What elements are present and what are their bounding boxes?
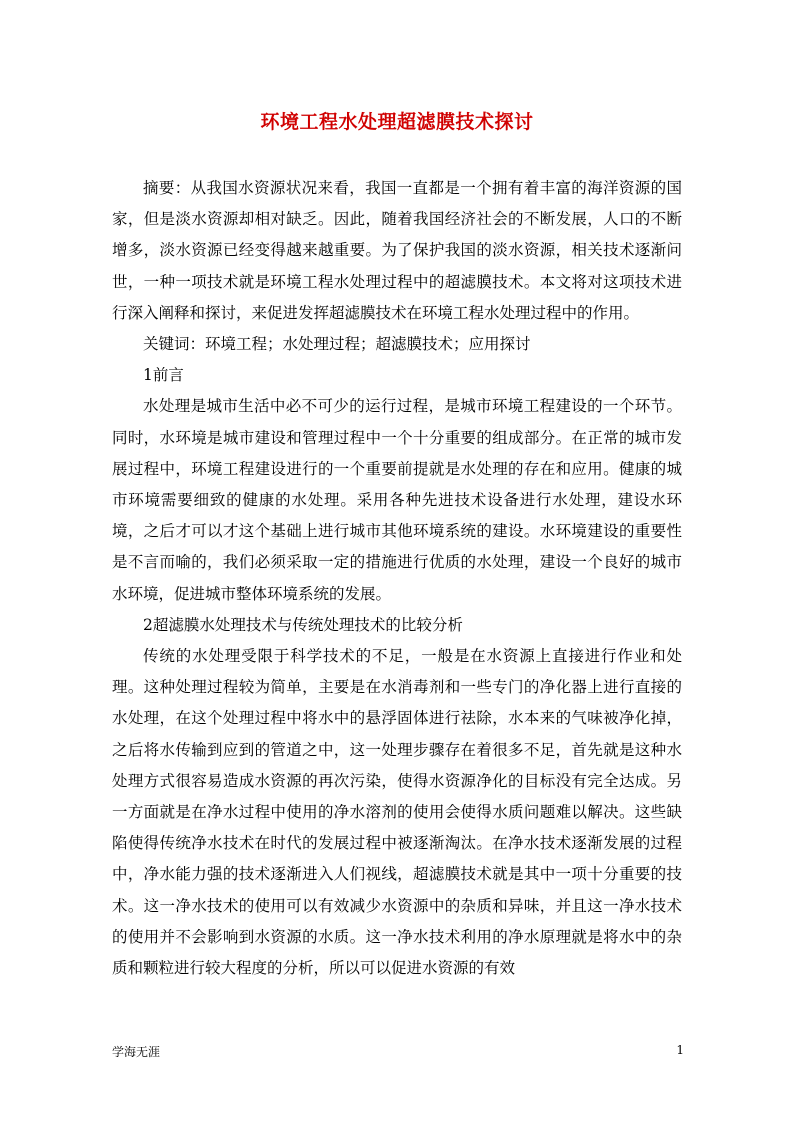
body-paragraph: 传统的水处理受限于科学技术的不足，一般是在水资源上直接进行作业和处理。这种处理过程较为简单，主要是在水消毒剂和一些专门的净化器上进行直接的水处理，在这个处理过程中将水中的悬浮固体进行祛除，水本来的气味被净化掉，之后将水传输到应到的管道之中，这一处理步骤存在着很多不足，首先就是这种水处理方式很容易造成水资源的再次污染，使得水资源净化的目标没有完全达成。另一方面就是在净水过程中使用的净水溶剂的使用会使得水质问题难以解决。这些缺陷使得传统净水技术在时代的发展过程中被逐渐淘汰。在净水技术逐渐发展的过程中，净水能力强的技术逐渐进入人们视线，超滤膜技术就是其中一项十分重要的技术。这一净水技术的使用可以有效减少水资源中的杂质和异味，并且这一净水技术的使用并不会影响到水资源的水质。这一净水技术利用的净水原理就是将水中的杂质和颗粒进行较大程度的分析，所以可以促进水资源的有效 xyxy=(112,647,682,978)
document-title: 环境工程水处理超滤膜技术探讨 xyxy=(260,111,534,133)
abstract-paragraph: 摘要：从我国水资源状况来看，我国一直都是一个拥有着丰富的海洋资源的国家，但是淡水资源却相对缺乏。因此，随着我国经济社会的不断发展，人口的不断增多，淡水资源已经变得越来越重要。为了保护我国的淡水资源，相关技术逐渐问世，一种一项技术就是环境工程水处理过程中的超滤膜技术。本文将对这项技术进行深入阐释和探讨，来促进发挥超滤膜技术在环境工程水处理过程中的作用。 xyxy=(112,179,682,322)
section-heading-1: 1前言 xyxy=(143,366,184,385)
section-heading-2: 2超滤膜水处理技术与传统处理技术的比较分析 xyxy=(143,615,463,634)
footer-left-text: 学海无涯 xyxy=(112,1045,161,1059)
page-number: 1 xyxy=(676,1043,684,1057)
keywords-paragraph: 关键词：环境工程；水处理过程；超滤膜技术；应用探讨 xyxy=(143,335,531,354)
document-body xyxy=(112,173,682,984)
body-paragraph: 水处理是城市生活中必不可少的运行过程，是城市环境工程建设的一个环节。同时，水环境是城市建设和管理过程中一个十分重要的组成部分。在正常的城市发展过程中，环境工程建设进行的一个重要前提就是水处理的存在和应用。健康的城市环境需要细致的健康的水处理。采用各种先进技术设备进行水处理，建设水环境，之后才可以才这个基础上进行城市其他环境系统的建设。水环境建设的重要性是不言而喻的，我们必须采取一定的措施进行优质的水处理，建设一个良好的城市水环境，促进城市整体环境系统的发展。 xyxy=(112,397,682,603)
